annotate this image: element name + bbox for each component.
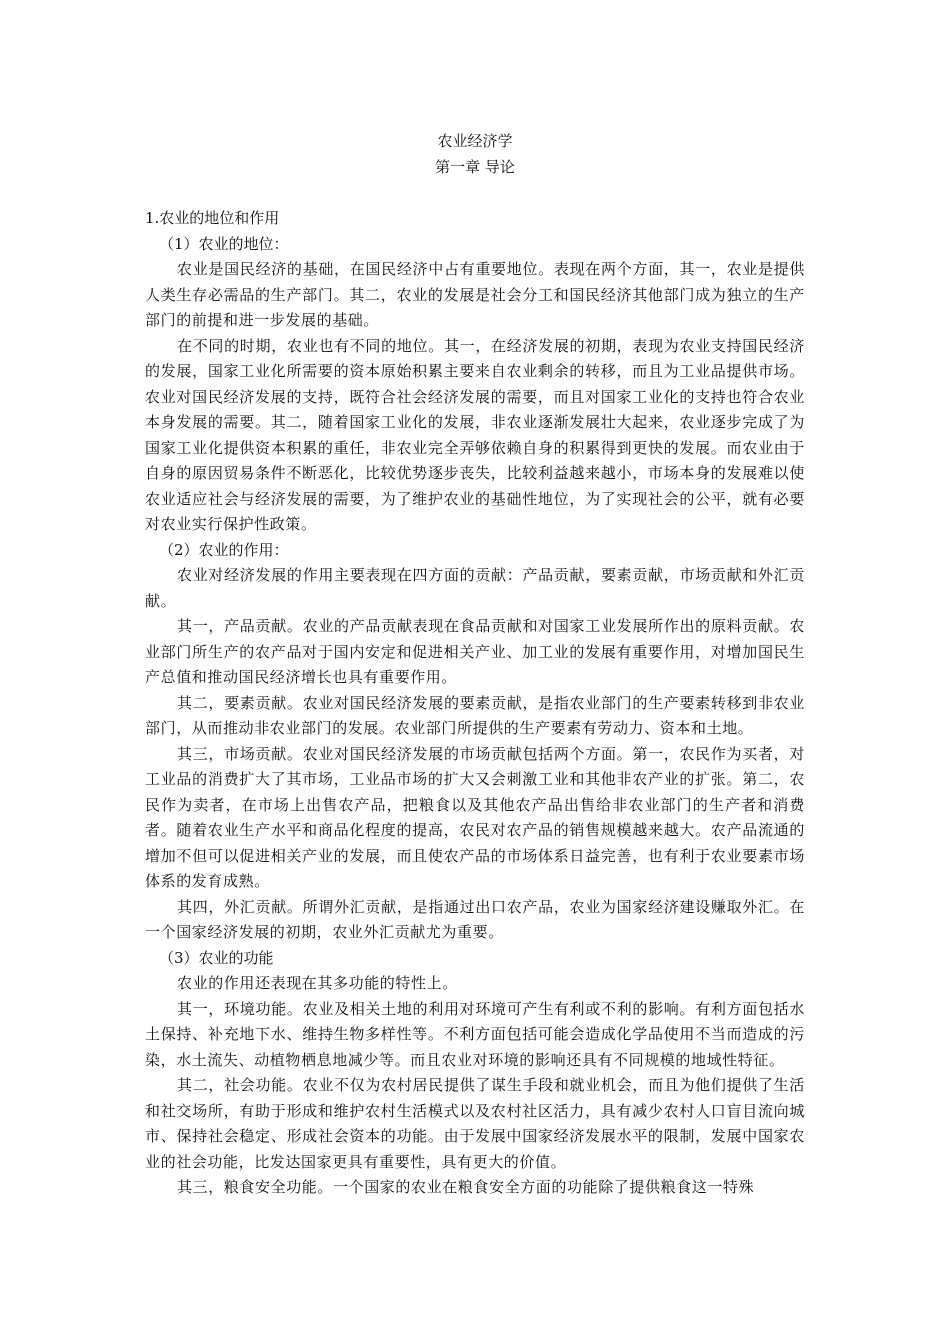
- paragraph: 其三，市场贡献。农业对国民经济发展的市场贡献包括两个方面。第一，农民作为买者，对工业品的消费扩大了其市场，工业品市场的扩大又会刺激工业和其他非农产业的扩张。第二，农民作为卖者，在市场上出售农产品，把粮食以及其他农产品出售给非农业部门的生产者和消费者。随着农业生产水平和商品化程度的提高，农民对农产品的销售规模越来越大。农产品流通的增加不但可以促进相关产业的发展，而且使农产品的市场体系日益完善，也有利于农业要素市场体系的发育成熟。: [145, 744, 805, 890]
- paragraph: 其四，外汇贡献。所谓外汇贡献，是指通过出口农产品，农业为国家经济建设赚取外汇。在一个国家经济发展的初期，农业外汇贡献尤为重要。: [145, 897, 805, 941]
- paragraph: 农业对经济发展的作用主要表现在四方面的贡献：产品贡献，要素贡献，市场贡献和外汇贡献。: [145, 566, 805, 610]
- paragraph: 其二，社会功能。农业不仅为农村居民提供了谋生手段和就业机会，而且为他们提供了生活和社交场所，有助于形成和维护农村生活模式以及农村社区活力，具有减少农村人口盲目流向城市、保持社会稳定、形成社会资本的功能。由于发展中国家经济发展水平的限制，发展中国家农业的社会功能，比发达国家更具有重要性，具有更大的价值。: [145, 1076, 805, 1171]
- paragraph: 农业的作用还表现在其多功能的特性上。: [177, 974, 458, 992]
- chapter-title: 第一章 导论: [435, 158, 515, 176]
- subsection-heading: （2）农业的作用：: [159, 540, 289, 559]
- paragraph: 其二，要素贡献。农业对国民经济发展的要素贡献，是指农业部门的生产要素转移到非农业部门，从而推动非农业部门的发展。农业部门所提供的生产要素有劳动力、资本和土地。: [145, 693, 805, 737]
- paragraph: 在不同的时期，农业也有不同的地位。其一，在经济发展的初期，表现为农业支持国民经济的发展，国家工业化所需要的资本原始积累主要来自农业剩余的转移，而且为工业品提供市场。农业对国民经济发展的支持，既符合社会经济发展的需要，而且对国家工业化的支持也符合农业本身发展的需要。其二，随着国家工业化的发展，非农业逐渐发展壮大起来，农业逐步完成了为国家工业化提供资本积累的重任，非农业完全弄够依赖自身的积累得到更快的发展。而农业由于自身的原因贸易条件不断恶化，比较优势逐步丧失，比较利益越来越小，市场本身的发展难以使农业适应社会与经济发展的需要，为了维护农业的基础性地位，为了实现社会的公平，就有必要对农业实行保护性政策。: [145, 336, 805, 533]
- paragraph: 其一，产品贡献。农业的产品贡献表现在食品贡献和对国家工业发展所作出的原料贡献。农业部门所生产的农产品对于国内安定和促进相关产业、加工业的发展有重要作用，对增加国民生产总值和推动国民经济增长也具有重要作用。: [145, 617, 805, 686]
- subsection-heading: （3）农业的功能: [159, 948, 274, 967]
- subsection-heading: （1）农业的地位：: [159, 234, 289, 253]
- document-title: 农业经济学: [437, 132, 513, 150]
- paragraph: 农业是国民经济的基础，在国民经济中占有重要地位。表现在两个方面，其一，农业是提供人类生存必需品的生产部门。其二，农业的发展是社会分工和国民经济其他部门成为独立的生产部门的前提和进一步发展的基础。: [145, 260, 805, 329]
- document-page: [145, 128, 805, 1201]
- section-heading: 1.农业的地位和作用: [145, 209, 280, 227]
- paragraph: 其三，粮食安全功能。一个国家的农业在粮食安全方面的功能除了提供粮食这一特殊: [177, 1178, 755, 1196]
- paragraph: 其一，环境功能。农业及相关土地的利用对环境可产生有利或不利的影响。有利方面包括水土保持、补充地下水、维持生物多样性等。不利方面包括可能会造成化学品使用不当而造成的污染，水土流失、动植物栖息地减少等。而且农业对环境的影响还具有不同规模的地域性特征。: [145, 999, 805, 1069]
